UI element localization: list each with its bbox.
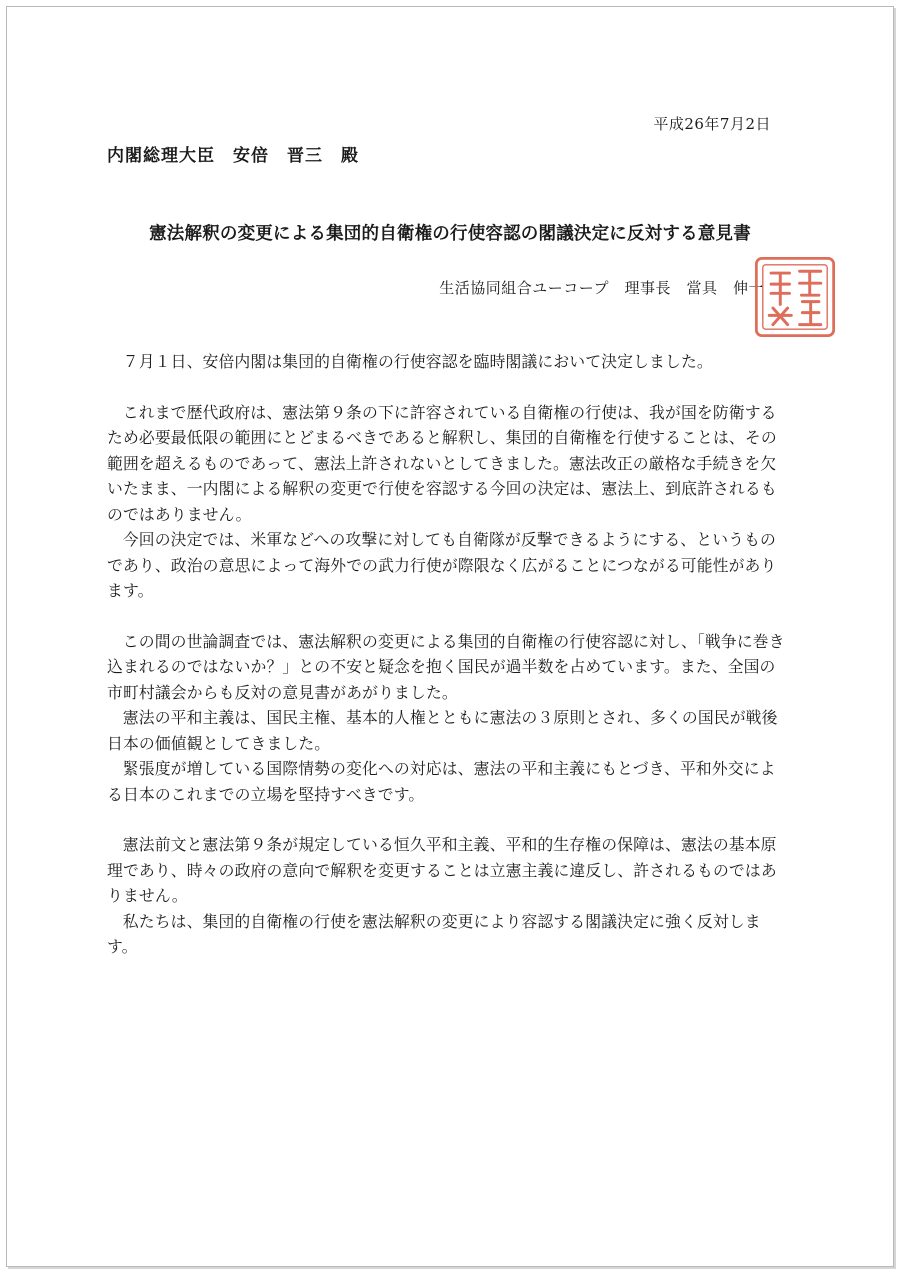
document-title: 憲法解釈の変更による集団的自衛権の行使容認の閣議決定に反対する意見書 [149,224,751,244]
sender-signature: 生活協同組合ユーコープ 理事長 當具 伸一 [439,279,764,297]
paragraph-gap [107,604,791,629]
paragraph: ７月１日、安倍内閣は集団的自衛権の行使容認を臨時閣議において決定しました。 [122,352,713,371]
paragraph: これまで歴代政府は、憲法第９条の下に許容されている自衛権の行使は、我が国を防衛するため必要最低限の範囲にとどまるべきであると解釈し、集団的自衛権を行使することは、その範囲を超えるものであって、憲法上許されないとしてきました。憲法改正の厳格な手続きを欠いたまま、一内閣による解釈の変更で行使を容認する今回の決定は、憲法上、到底許されるものではありません。 [107,402,777,524]
letter-page [6,6,894,1267]
paragraph: 今回の決定では、米軍などへの攻撃に対しても自衛隊が反撃できるようにする、というものであり、政治の意思によって海外での武力行使が際限なく広がることにつながる可能性があります。 [107,530,777,600]
paragraph: 私たちは、集団的自衛権の行使を憲法解釈の変更により容認する閣議決定に強く反対します。 [107,911,761,956]
letter-date: 平成26年7月2日 [653,115,771,133]
paragraph-gap [107,807,791,832]
paragraph: 緊張度が増している国際情勢の変化への対応は、憲法の平和主義にもとづき、平和外交による日本のこれまでの立場を堅持すべきです。 [107,759,776,804]
paragraph: 憲法の平和主義は、国民主権、基本的人権とともに憲法の３原則とされ、多くの国民が戦後日本の価値観としてきました。 [107,708,778,753]
paragraph: 憲法前文と憲法第９条が規定している恒久平和主義、平和的生存権の保障は、憲法の基本原理であり、時々の政府の意向で解釈を変更することは立憲主義に違反し、許されるものではありません。 [107,835,777,905]
paragraph: この間の世論調査では、憲法解釈の変更による集団的自衛権の行使容認に対し、「戦争に巻き込まれるのではないか？」との不安と疑念を抱く国民が過半数を占めています。また、全国の市町村議会からも反対の意見書があがりました。 [107,631,785,702]
paragraph-gap [107,375,791,400]
official-seal-icon [749,251,841,343]
addressee: 内閣総理大臣 安倍 晋三 殿 [107,146,359,166]
letter-body [107,349,791,960]
